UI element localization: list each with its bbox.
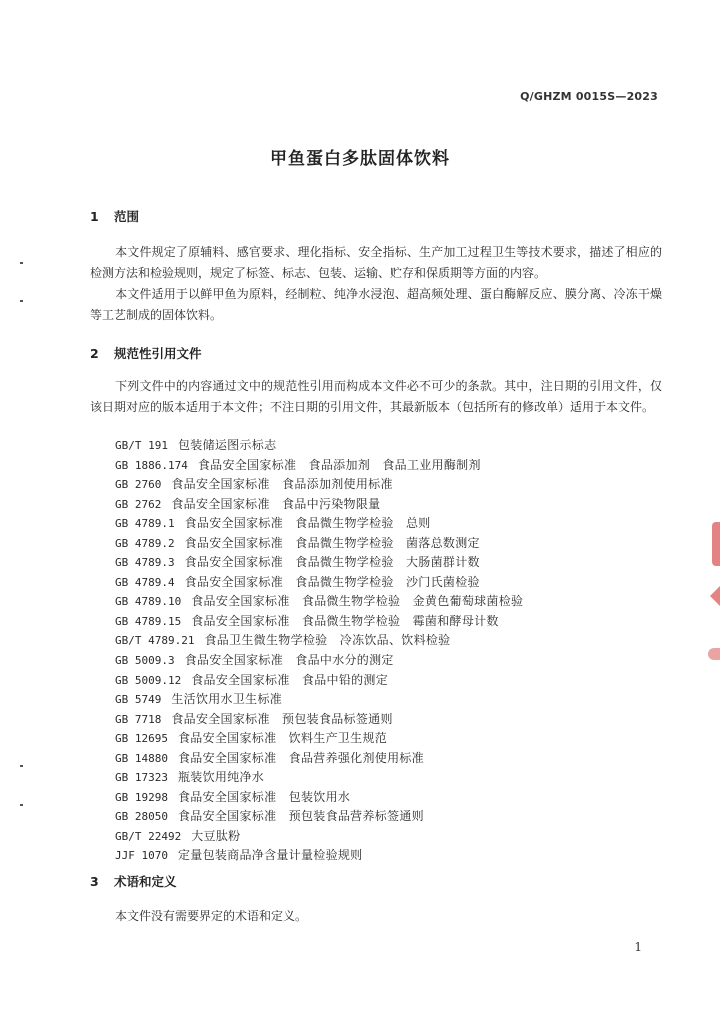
reference-code: GB 2762 — [115, 497, 162, 511]
reference-title: 食品安全国家标准 食品中水分的测定 — [184, 653, 394, 668]
reference-item — [115, 436, 675, 456]
seal-fragment-icon — [710, 586, 720, 606]
reference-code: GB/T 4789.21 — [115, 634, 195, 648]
reference-code: GB 4789.4 — [115, 575, 175, 589]
reference-code: GB/T 191 — [115, 439, 168, 452]
reference-code: GB 28050 — [115, 810, 168, 824]
reference-code: GB 4789.2 — [115, 536, 175, 550]
reference-title: 大豆肽粉 — [191, 828, 241, 843]
seal-fragment-icon — [708, 648, 720, 660]
reference-code: GB 4789.15 — [115, 614, 182, 628]
reference-title: 食品安全国家标准 食品微生物学检验 总则 — [184, 516, 431, 531]
paragraph-text: 下列文件中的内容通过文中的规范性引用而构成本文件必不可少的条款。其中，注日期的引用文件，仅该日期对应的版本适用于本文件；不注日期的引用文件，其最新版本（包括所有的修改单）适用于本文件。 — [90, 379, 662, 414]
section-title: 范围 — [114, 209, 140, 224]
normative-reference-list — [115, 436, 675, 866]
section-number: 2 — [90, 346, 99, 361]
reference-code: GB 2760 — [115, 478, 162, 492]
scope-paragraph-1 — [90, 242, 662, 284]
section-title: 规范性引用文件 — [114, 346, 202, 361]
reference-code: GB 7718 — [115, 712, 162, 726]
reference-item — [115, 671, 675, 691]
reference-item — [115, 768, 675, 788]
reference-code: GB 4789.10 — [115, 595, 182, 609]
section-number: 3 — [90, 874, 99, 889]
section-2-heading — [90, 344, 202, 362]
reference-title: 食品安全国家标准 食品微生物学检验 大肠菌群计数 — [184, 555, 480, 570]
section-1-heading — [90, 207, 139, 225]
section-title: 术语和定义 — [114, 874, 177, 889]
reference-title: 食品安全国家标准 预包装食品营养标签通则 — [177, 809, 424, 824]
reference-item — [115, 710, 675, 730]
reference-title: 食品安全国家标准 食品微生物学检验 菌落总数测定 — [184, 535, 480, 550]
reference-code: GB 4789.1 — [115, 517, 175, 531]
reference-item — [115, 827, 675, 847]
reference-code: GB 1886.174 — [115, 458, 188, 472]
reference-code: GB 5009.12 — [115, 673, 182, 687]
reference-item — [115, 631, 675, 651]
reference-code: GB/T 22492 — [115, 829, 182, 843]
reference-title: 食品安全国家标准 食品中污染物限量 — [171, 496, 381, 511]
reference-item — [115, 514, 675, 534]
section-3-heading — [90, 872, 177, 890]
section-number: 1 — [90, 209, 99, 224]
reference-item — [115, 592, 675, 612]
seal-fragment-icon — [712, 522, 720, 566]
scan-mark-icon — [20, 804, 23, 806]
reference-item — [115, 553, 675, 573]
reference-code: GB 19298 — [115, 790, 168, 804]
reference-title: 食品安全国家标准 饮料生产卫生规范 — [177, 731, 388, 746]
reference-title: 生活饮用水卫生标准 — [171, 692, 283, 707]
reference-item — [115, 456, 675, 476]
scan-mark-icon — [20, 262, 23, 264]
scan-mark-icon — [20, 300, 23, 302]
reference-code: GB 17323 — [115, 771, 168, 785]
scope-paragraph-2 — [90, 284, 662, 326]
reference-code: JJF 1070 — [115, 849, 168, 863]
reference-item — [115, 573, 675, 593]
page-number: 1 — [634, 940, 642, 954]
document-title: 甲鱼蛋白多肽固体饮料 — [270, 149, 450, 169]
reference-item — [115, 846, 675, 866]
references-intro-paragraph — [90, 376, 662, 418]
reference-title: 瓶装饮用纯净水 — [177, 770, 265, 785]
terms-paragraph — [90, 906, 662, 927]
reference-item — [115, 690, 675, 710]
reference-item — [115, 788, 675, 808]
reference-title: 食品卫生微生物学检验 冷冻饮品、饮料检验 — [204, 633, 451, 648]
document-code: Q/GHZM 0015S—2023 — [520, 90, 658, 103]
reference-item — [115, 612, 675, 632]
reference-code: GB 12695 — [115, 732, 168, 746]
reference-item — [115, 729, 675, 749]
reference-title: 食品安全国家标准 食品营养强化剂使用标准 — [177, 750, 424, 765]
paragraph-text: 本文件没有需要界定的术语和定义。 — [115, 909, 308, 923]
reference-code: GB 14880 — [115, 751, 168, 765]
reference-title: 食品安全国家标准 食品添加剂 食品工业用酶制剂 — [197, 457, 481, 472]
paragraph-text: 本文件适用于以鲜甲鱼为原料，经制粒、纯净水浸泡、超高频处理、蛋白酶解反应、膜分离、冷冻干燥等工艺制成的固体饮料。 — [90, 287, 662, 322]
reference-item — [115, 534, 675, 554]
reference-item — [115, 749, 675, 769]
scan-mark-icon — [20, 765, 23, 767]
reference-title: 食品安全国家标准 预包装食品标签通则 — [171, 711, 393, 726]
reference-code: GB 5749 — [115, 693, 162, 707]
reference-title: 食品安全国家标准 食品中铅的测定 — [191, 672, 389, 687]
reference-code: GB 5009.3 — [115, 654, 175, 668]
reference-title: 食品安全国家标准 食品微生物学检验 金黄色葡萄球菌检验 — [191, 594, 524, 609]
reference-item — [115, 651, 675, 671]
reference-title: 食品安全国家标准 包装饮用水 — [177, 789, 351, 804]
paragraph-text: 本文件规定了原辅料、感官要求、理化指标、安全指标、生产加工过程卫生等技术要求，描述了相应的检测方法和检验规则，规定了标签、标志、包装、运输、贮存和保质期等方面的内容。 — [90, 245, 662, 280]
reference-title: 定量包装商品净含量计量检验规则 — [177, 848, 363, 863]
reference-title: 食品安全国家标准 食品微生物学检验 沙门氏菌检验 — [184, 574, 480, 589]
reference-title: 食品安全国家标准 食品微生物学检验 霉菌和酵母计数 — [191, 613, 499, 628]
reference-item — [115, 807, 675, 827]
reference-title: 食品安全国家标准 食品添加剂使用标准 — [171, 477, 393, 492]
reference-code: GB 4789.3 — [115, 556, 175, 570]
reference-title: 包装储运图示标志 — [177, 438, 277, 452]
reference-item — [115, 475, 675, 495]
reference-item — [115, 495, 675, 515]
